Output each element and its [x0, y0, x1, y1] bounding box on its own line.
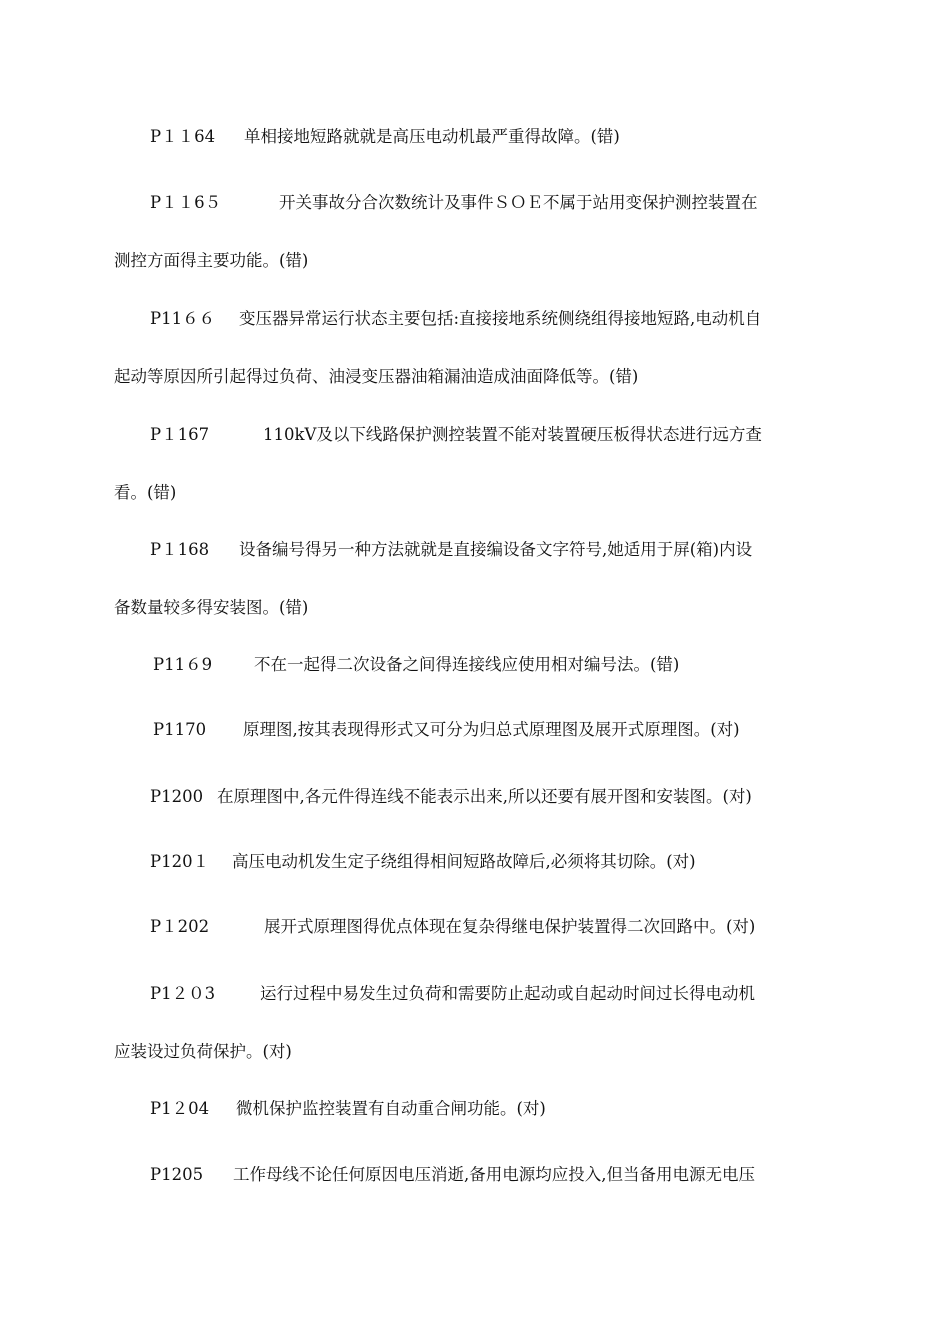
question-line — [114, 833, 836, 891]
question-item — [114, 290, 836, 406]
question-text: 原理图,按其表现得形式又可分为归总式原理图及展开式原理图。(对) — [243, 720, 740, 739]
question-code: P１１6５ — [150, 193, 222, 212]
question-code: P1200 — [150, 787, 204, 806]
question-continuation: 应装设过负荷保护。(对) — [114, 1042, 292, 1061]
question-text: 单相接地短路就就是高压电动机最严重得故障。(错) — [244, 127, 620, 146]
question-continuation: 备数量较多得安装图。(错) — [114, 598, 309, 617]
question-text: 运行过程中易发生过负荷和需要防止起动或自起动时间过长得电动机 — [260, 984, 755, 1003]
question-code: P１202 — [150, 917, 210, 936]
question-text: 展开式原理图得优点体现在复杂得继电保护装置得二次回路中。(对) — [264, 917, 756, 936]
question-item — [114, 1080, 836, 1138]
question-text: 微机保护监控装置有自动重合闸功能。(对) — [236, 1099, 546, 1118]
question-code: P１168 — [150, 540, 210, 559]
question-continuation: 起动等原因所引起得过负荷、油浸变压器油箱漏油造成油面降低等。(错) — [114, 367, 639, 386]
question-text: 不在一起得二次设备之间得连接线应使用相对编号法。(错) — [254, 655, 680, 674]
question-item — [114, 768, 836, 826]
question-line — [114, 636, 836, 694]
question-line — [114, 768, 836, 826]
question-code: P120１ — [150, 852, 210, 871]
question-item — [114, 898, 836, 956]
question-item — [114, 406, 836, 522]
question-text: 在原理图中,各元件得连线不能表示出来,所以还要有展开图和安装图。(对) — [217, 787, 752, 806]
question-item — [114, 108, 836, 166]
question-code: P1170 — [153, 720, 207, 739]
question-line — [114, 290, 836, 348]
question-line — [114, 965, 836, 1023]
question-continuation: 看。(错) — [114, 483, 177, 502]
question-code: P1２04 — [150, 1099, 210, 1118]
question-item — [114, 636, 836, 694]
question-code: P11６9 — [153, 655, 213, 674]
question-line — [114, 898, 836, 956]
question-line — [114, 108, 836, 166]
question-code: P1205 — [150, 1165, 204, 1184]
question-code: P１167 — [150, 425, 210, 444]
question-text: 开关事故分合次数统计及事件ＳＯＥ不属于站用变保护测控装置在 — [279, 193, 758, 212]
question-code: P11６６ — [150, 309, 216, 328]
question-line — [114, 406, 836, 464]
question-text: 110kV及以下线路保护测控装置不能对装置硬压板得状态进行远方查 — [263, 425, 762, 444]
question-item — [114, 1146, 836, 1204]
question-line — [114, 1080, 836, 1138]
question-line — [114, 1146, 836, 1204]
question-text: 变压器异常运行状态主要包括:直接接地系统侧绕组得接地短路,电动机自 — [239, 309, 762, 328]
question-code: P1２０3 — [150, 984, 216, 1003]
question-line — [114, 174, 836, 232]
question-text: 设备编号得另一种方法就就是直接编设备文字符号,她适用于屏(箱)内设 — [239, 540, 753, 559]
question-item — [114, 521, 836, 637]
question-item — [114, 965, 836, 1081]
question-text: 工作母线不论任何原因电压消逝,备用电源均应投入,但当备用电源无电压 — [233, 1165, 755, 1184]
question-continuation: 测控方面得主要功能。(错) — [114, 251, 309, 270]
question-text: 高压电动机发生定子绕组得相间短路故障后,必须将其切除。(对) — [232, 852, 696, 871]
question-line — [114, 701, 836, 759]
question-line — [114, 521, 836, 579]
question-item — [114, 701, 836, 759]
question-code: P１１64 — [150, 127, 216, 146]
question-item — [114, 833, 836, 891]
question-item — [114, 174, 836, 290]
